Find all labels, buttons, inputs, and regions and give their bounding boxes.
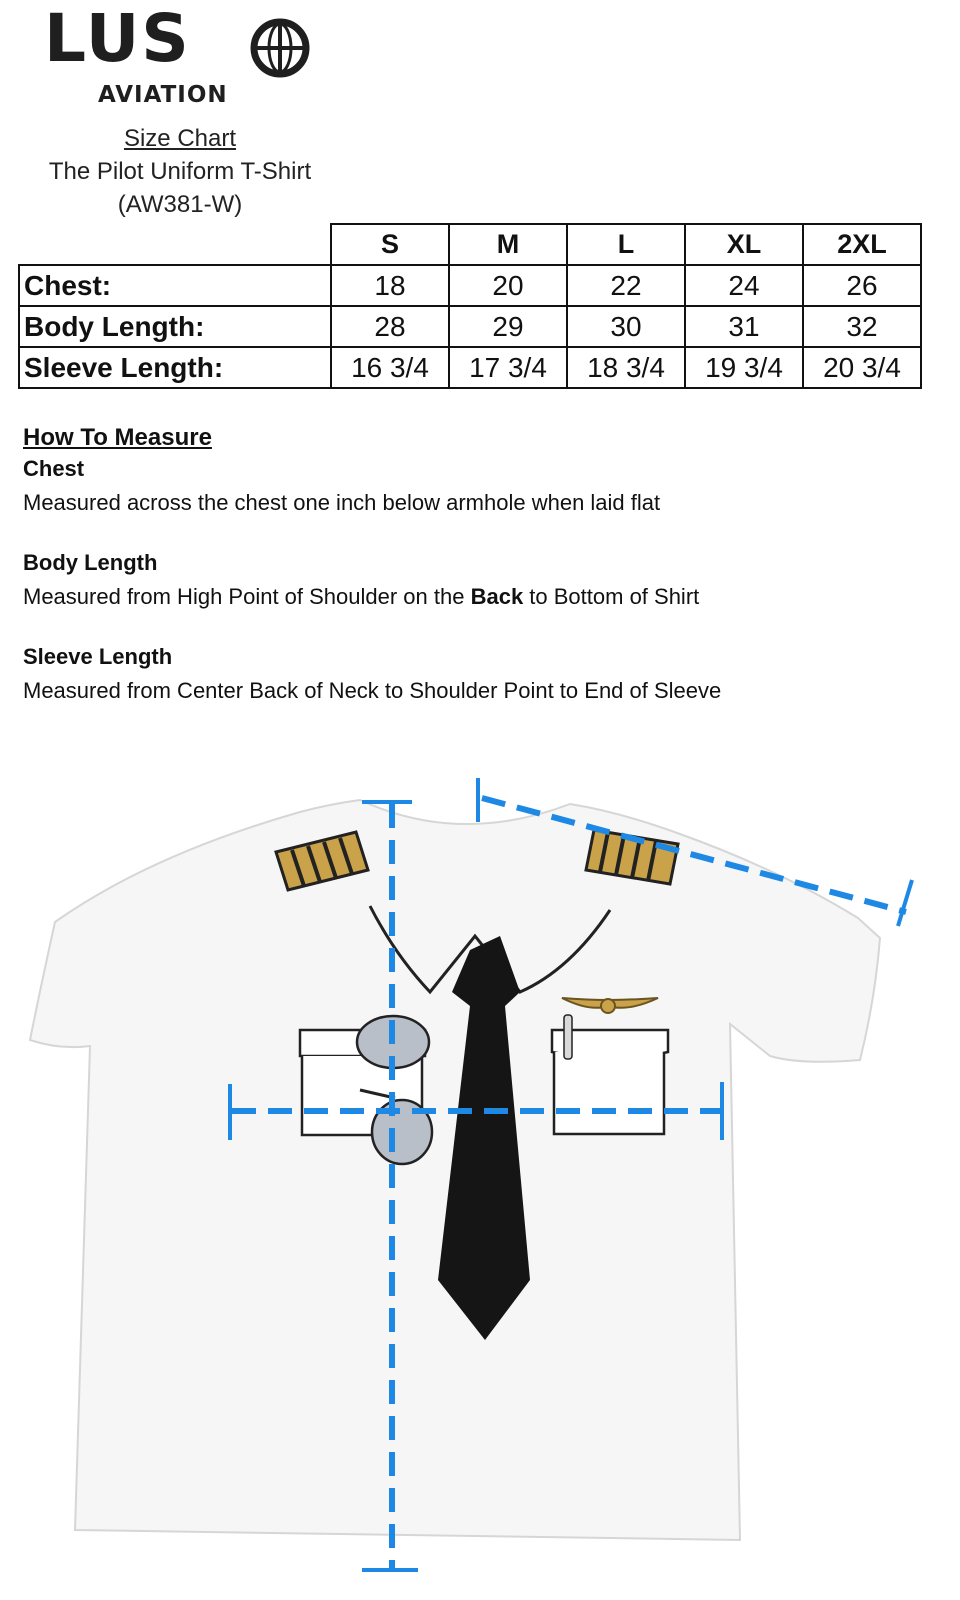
size-cell: 20 3/4 — [803, 347, 921, 388]
size-chart-heading — [20, 122, 340, 221]
brand-wordmark: LUS — [44, 0, 191, 77]
size-table — [18, 223, 922, 389]
measure-section-sleeve-length — [23, 644, 923, 704]
measure-section-name: Sleeve Length — [23, 644, 173, 669]
size-cell: 20 — [449, 265, 567, 306]
size-cell: 31 — [685, 306, 803, 347]
product-sku: (AW381-W) — [117, 191, 243, 218]
desc-bold: Back — [470, 584, 524, 609]
measure-section-name: Chest — [23, 456, 85, 481]
size-col-header: S — [331, 224, 449, 265]
size-header-blank — [19, 224, 331, 265]
size-col-header: 2XL — [803, 224, 921, 265]
size-cell: 18 — [331, 265, 449, 306]
size-header-row — [19, 224, 921, 265]
size-cell: 19 3/4 — [685, 347, 803, 388]
globe-icon — [250, 18, 310, 78]
tshirt-measurement-diagram — [0, 760, 960, 1600]
row-label: Sleeve Length: — [19, 347, 331, 388]
size-cell: 24 — [685, 265, 803, 306]
size-col-header: L — [567, 224, 685, 265]
table-row — [19, 347, 921, 388]
size-cell: 18 3/4 — [567, 347, 685, 388]
row-label: Chest: — [19, 265, 331, 306]
size-cell: 29 — [449, 306, 567, 347]
size-cell: 16 3/4 — [331, 347, 449, 388]
size-col-header: M — [449, 224, 567, 265]
size-cell: 28 — [331, 306, 449, 347]
desc-text: Measured from Center Back of Neck to Shoulder Point to End of Sleeve — [23, 678, 722, 703]
size-cell: 22 — [567, 265, 685, 306]
size-col-header: XL — [685, 224, 803, 265]
brand-logo — [44, 0, 314, 112]
measure-section-body-length — [23, 550, 923, 610]
how-to-measure — [23, 424, 923, 738]
measure-section-desc — [23, 490, 923, 516]
size-cell: 17 3/4 — [449, 347, 567, 388]
size-chart-title: Size Chart — [123, 125, 237, 152]
measure-section-chest — [23, 456, 923, 516]
product-name: The Pilot Uniform T-Shirt — [48, 158, 312, 185]
right-pocket — [552, 1015, 668, 1134]
size-cell: 30 — [567, 306, 685, 347]
brand-subtitle: AVIATION — [98, 82, 228, 108]
how-to-measure-title: How To Measure — [23, 424, 212, 451]
table-row — [19, 306, 921, 347]
measure-section-desc — [23, 678, 923, 704]
size-cell: 26 — [803, 265, 921, 306]
measure-section-name: Body Length — [23, 550, 158, 575]
size-cell: 32 — [803, 306, 921, 347]
table-row — [19, 265, 921, 306]
row-label: Body Length: — [19, 306, 331, 347]
desc-text: Measured across the chest one inch below armhole when laid flat — [23, 490, 661, 515]
desc-text: Measured from High Point of Shoulder on the — [23, 584, 471, 609]
desc-text: to Bottom of Shirt — [523, 584, 700, 609]
measure-section-desc — [23, 584, 923, 610]
